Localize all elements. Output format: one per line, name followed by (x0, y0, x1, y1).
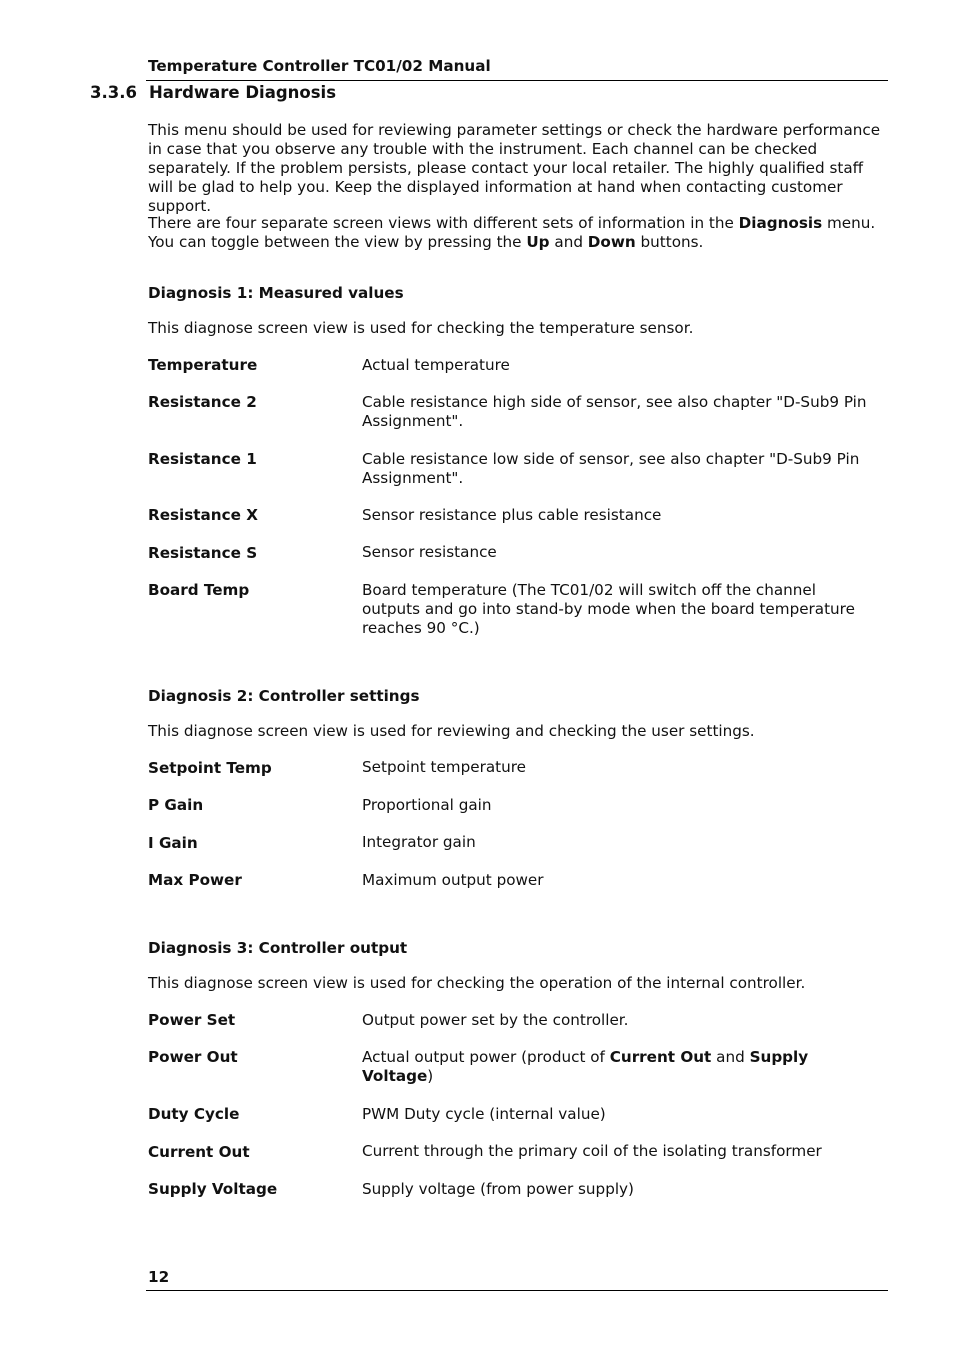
desc-max-power: Maximum output power (362, 871, 544, 889)
intro-p2-text-g: buttons. (635, 233, 704, 251)
desc-resistance-s: Sensor resistance (362, 543, 497, 561)
desc-board-temp: Board temperature (The TC01/02 will switch off the channel outputs and go into stand-by mode when the board temperature reaches 90 °C.) (362, 581, 855, 637)
diagnosis-3-intro: This diagnose screen view is used for checking the operation of the internal controller. (148, 974, 806, 992)
diagnosis-1-intro: This diagnose screen view is used for checking the temperature sensor. (148, 319, 694, 337)
header-divider (146, 80, 888, 81)
desc-supply-voltage: Supply voltage (from power supply) (362, 1180, 634, 1198)
desc-power-set: Output power set by the controller. (362, 1011, 629, 1029)
term-i-gain: I Gain (148, 834, 198, 852)
term-resistance-x: Resistance X (148, 506, 258, 524)
intro-p2-text-c: menu. You can toggle between the view by pressing the (148, 214, 876, 251)
intro-p2-text-e: and (549, 233, 588, 251)
section-title: Hardware Diagnosis (149, 83, 337, 102)
section-number: 3.3.6 (90, 83, 137, 102)
term-supply-voltage: Supply Voltage (148, 1180, 278, 1198)
term-setpoint-temp: Setpoint Temp (148, 759, 272, 777)
desc-power-out-text-a: Actual output power (product of (362, 1048, 610, 1066)
term-current-out: Current Out (148, 1143, 250, 1161)
intro-p2-up: Up (526, 233, 550, 251)
term-power-set: Power Set (148, 1011, 236, 1029)
desc-power-out (362, 1048, 872, 1086)
term-temperature: Temperature (148, 356, 258, 374)
intro-p2-diagnosis: Diagnosis (738, 214, 823, 232)
desc-resistance-2: Cable resistance high side of sensor, see also chapter "D-Sub9 Pin Assignment". (362, 393, 867, 430)
desc-power-out-text-c: and (711, 1048, 750, 1066)
term-max-power: Max Power (148, 871, 242, 889)
term-p-gain: P Gain (148, 796, 204, 814)
desc-resistance-1: Cable resistance low side of sensor, see also chapter "D-Sub9 Pin Assignment". (362, 450, 860, 487)
running-header-title: Temperature Controller TC01/02 Manual (148, 57, 491, 75)
desc-power-out-supply-voltage: Supply Voltage (362, 1048, 809, 1085)
desc-p-gain: Proportional gain (362, 796, 492, 814)
term-duty-cycle: Duty Cycle (148, 1105, 240, 1123)
term-resistance-s: Resistance S (148, 544, 258, 562)
desc-duty-cycle: PWM Duty cycle (internal value) (362, 1105, 606, 1123)
intro-p2-down: Down (587, 233, 636, 251)
term-board-temp: Board Temp (148, 581, 250, 599)
desc-temperature: Actual temperature (362, 356, 510, 374)
desc-setpoint-temp: Setpoint temperature (362, 758, 526, 776)
page-number: 12 (148, 1268, 170, 1286)
term-resistance-1: Resistance 1 (148, 450, 257, 468)
desc-i-gain: Integrator gain (362, 833, 476, 851)
term-resistance-2: Resistance 2 (148, 393, 257, 411)
diagnosis-3-title: Diagnosis 3: Controller output (148, 939, 408, 957)
desc-resistance-x: Sensor resistance plus cable resistance (362, 506, 662, 524)
diagnosis-2-title: Diagnosis 2: Controller settings (148, 687, 420, 705)
intro-p2-text-a: There are four separate screen views with different sets of information in the (148, 214, 739, 232)
intro-paragraph-1: This menu should be used for reviewing parameter settings or check the hardware performance in case that you observe any trouble with the instrument. Each channel can be checked separately. If the problem persists, please contact your local retailer. The highly qualified staff will be glad to help you. Keep the displayed information at hand when contacting customer support. (148, 121, 881, 215)
desc-power-out-text-e: ) (427, 1067, 434, 1085)
desc-current-out: Current through the primary coil of the isolating transformer (362, 1142, 822, 1160)
intro-paragraph-2 (148, 214, 888, 252)
diagnosis-1-title: Diagnosis 1: Measured values (148, 284, 404, 302)
term-power-out: Power Out (148, 1048, 238, 1066)
diagnosis-2-intro: This diagnose screen view is used for reviewing and checking the user settings. (148, 722, 755, 740)
desc-power-out-current-out: Current Out (609, 1048, 712, 1066)
footer-divider (146, 1290, 888, 1291)
